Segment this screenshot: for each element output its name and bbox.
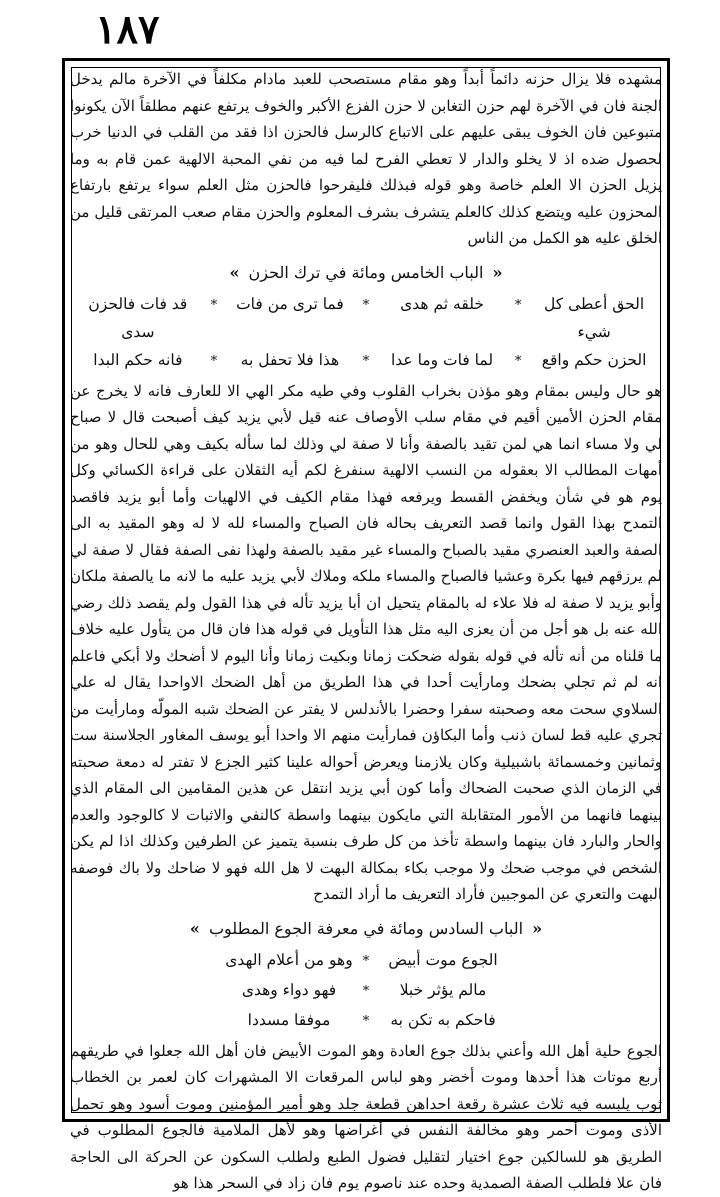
- verse-hemistich: لما فات وما عدا: [390, 350, 494, 369]
- verse-hemistich: الحزن حكم واقع: [541, 350, 647, 369]
- verse-hemistich: الحق أعطى كل شيء: [544, 294, 645, 341]
- ornament-close: »: [229, 262, 240, 282]
- verse-hemistich: مالم يؤثر خبلا: [399, 980, 487, 999]
- verse-line: [70, 346, 662, 376]
- chapter-106-heading: [70, 916, 662, 942]
- verse-separator: *: [514, 353, 522, 369]
- verse-line: [70, 1006, 662, 1036]
- ornament-close: »: [189, 918, 200, 938]
- verse-hemistich: خلقه ثم هدى: [400, 294, 484, 313]
- verse-hemistich: فانه حكم البدا: [93, 350, 183, 369]
- verse-separator: *: [514, 297, 522, 313]
- chapter-105-title: الباب الخامس ومائة في ترك الحزن: [248, 262, 484, 282]
- verse-separator: *: [362, 297, 370, 313]
- verse-hemistich: الجوع موت أبيض: [388, 950, 498, 969]
- chapter-105-verses: [70, 290, 662, 376]
- verse-separator: *: [362, 983, 370, 999]
- verse-separator: *: [362, 953, 370, 969]
- verse-line: [70, 976, 662, 1006]
- chapter-106-body: الجوع حلية أهل الله وأعني بذلك جوع العادة وهو الموت الأبيض فان أهل الله جعلوا في طريقهم أربع موتات هذا أحدها وموت أخضر وهو لباس المرقعات الا المشهرات كان لعمر بن الخطاب ثوب يلبسه فيه ثلاث عشرة رقعة احداهن قطعة جلد وهو أمير المؤمنين وموت أسود وهو تحمل الأذى وموت أحمر وهو مخالفة النفس في أغراضها وهو لأهل الملامية فالجوع المطلوب في الطريق هو للسالكين جوع اختيار لتقليل فضول الطبع ولطلب السكون عن الحركة الى الحاجة فان علا فلطلب الصفة الصمدية وحده عند ناصوم يوم فان زاد في السحر هذا هو: [70, 1041, 662, 1192]
- verse-line: [70, 290, 662, 346]
- chapter-105-body: هو حال وليس بمقام وهو مؤذن بخراب القلوب وفي طيه مكر الهي الا للعارف فانه لا يخرج عن مقام الحزن الأمين أقيم في مقام سلب الأوصاف عنه قيل لأبي يزيد كيف أصبحت قال لا صباح لي ولا مساء انما هي لمن تقيد بالصفة وأنا لا صفة لي وذلك لما سأله بكيف وهي للحال وهو من أمهات المطالب الا بعقوله من النسب الالهية سنفرغ لكم أيه الثقلان على قراءة الكسائي وكل يوم هو في شأن ويخفض القسط ويرفعه فهذا مقام الكيف في الالهيات وأما أبو يزيد فاقصد التمدح بهذا القول وانما قصد التعريف بحاله فان الصباح والمساء لله لا له وهو المقيد به الى الصفة والعبد العنصري مقيد بالصباح والمساء غير مقيد بالصفة ولهذا نفى الصفة فقال لا صفة لي لم يرزقهم فيها بكرة وعشيا فالصباح والمساء ملكه وملاك لأبي يزيد عليه ما لانه ما يالصفة ملكان وأبو يزيد لا صفة له فلا علاء له بالمقام يتحيل ان أبا يزيد تأله في هذا القول ولم يقصد ذلك رضي الله عنه بل هو أجل من أن يعزى اليه مثل هذا التأويل في قوله هذا فان قال من يتأول عليه خلاف ما قلناه من أنه تأله في قوله بقوله ضحكت زمانا وبكيت زمانا وأنا اليوم لا أضحك ولا أبكي فاعلم انه لم ثم تجلي بضحك ومارأيت أحدا في هذا الطريق من أهل الضحك الاواحدا يقال له علي السلاوي سحت معه وصحبته سفرا وحضرا بالأندلس لا يفتر عن الضحك شبه المولّه ومارأيت من تجري عليه قط لسان ذنب وأما البكاؤن فمارأيت منهم الا واحدا أبو يوسف المغاور الجلاسنة ست وثمانين وخمسمائة باشبيلية وكان يلازمنا ويعرض أحواله علينا كثير الجزع لا تفتر له دمعة صحبته في الزمان الذي صحبت الضحاك وأما كون أبي يزيد انتقل عن هذين المقامين الى المقام الذي بينهما فانهما من الأمور المتقابلة التي مايكون بينهما واسطة كالنفي والاثبات لا كالوجود والعدم والحار والبارد فان بينهما واسطة تأخذ من كل طرف بنسبة يتميز عن الطرفين وكذلك اذا لم يكن الشخص في موجب ضحك ولا موجب بكاء بمكالة البهت لا هل الله فهو لا ضاحك ولا باك فوصفه البهت والتعري عن الموجبين فأراد التعريف ما أراد التمدح: [70, 381, 662, 903]
- verse-separator: *: [210, 353, 218, 369]
- intro-paragraph: مشهده فلا يزال حزنه دائماً أبداً وهو مقام مستصحب للعبد مادام مكلفاً في الآخرة مالم يدخل الجنة فان في الآخرة لهم حزن التغابن لا حزن الفزع الأكبر والخوف يرتفع عنهم مطلقاً الآن يكونوا متبوعين فان الخوف يبقى عليهم على الاتباع كالرسل فالحزن اذا فقد من القلب في الدنيا خرب لحصول ضده اذ لا يخلو والدار لا تعطي الفرح لما فيه من نفي المحبة الالهية عمن قام به وما يزيل الحزن الا العلم خاصة وهو قوله فبذلك فليفرحوا فالحزن مثل العلم سواء يرتفع بارتفاع المحزون عليه ويتضع كذلك كالعلم يتشرف بشرف المعلوم والحزن مقام صعب المرتقى قليل من الخلق عليه هو الكمل من الناس: [70, 70, 662, 247]
- verse-line: [70, 946, 662, 976]
- page-content: [70, 66, 662, 1192]
- chapter-106-verses: [70, 946, 662, 1036]
- ornament-open: «: [492, 262, 503, 282]
- verse-hemistich: وهو من أعلام الهدى: [225, 950, 353, 969]
- chapter-106-title: الباب السادس ومائة في معرفة الجوع المطلوب: [208, 918, 524, 938]
- verse-hemistich: قد فات فالحزن سدى: [88, 294, 188, 341]
- ornament-open: «: [532, 918, 543, 938]
- verse-hemistich: موفقا مسددا: [247, 1010, 331, 1029]
- chapter-105-heading: [70, 260, 662, 286]
- verse-separator: *: [362, 353, 370, 369]
- page-number: ١٨٧: [95, 6, 160, 53]
- verse-hemistich: فاحكم به تكن به: [390, 1010, 496, 1029]
- verse-hemistich: فما ترى من فات: [236, 294, 344, 313]
- verse-separator: *: [362, 1013, 370, 1029]
- verse-hemistich: هذا فلا تحفل به: [240, 350, 340, 369]
- verse-hemistich: فهو دواء وهدى: [241, 980, 337, 999]
- verse-separator: *: [210, 297, 218, 313]
